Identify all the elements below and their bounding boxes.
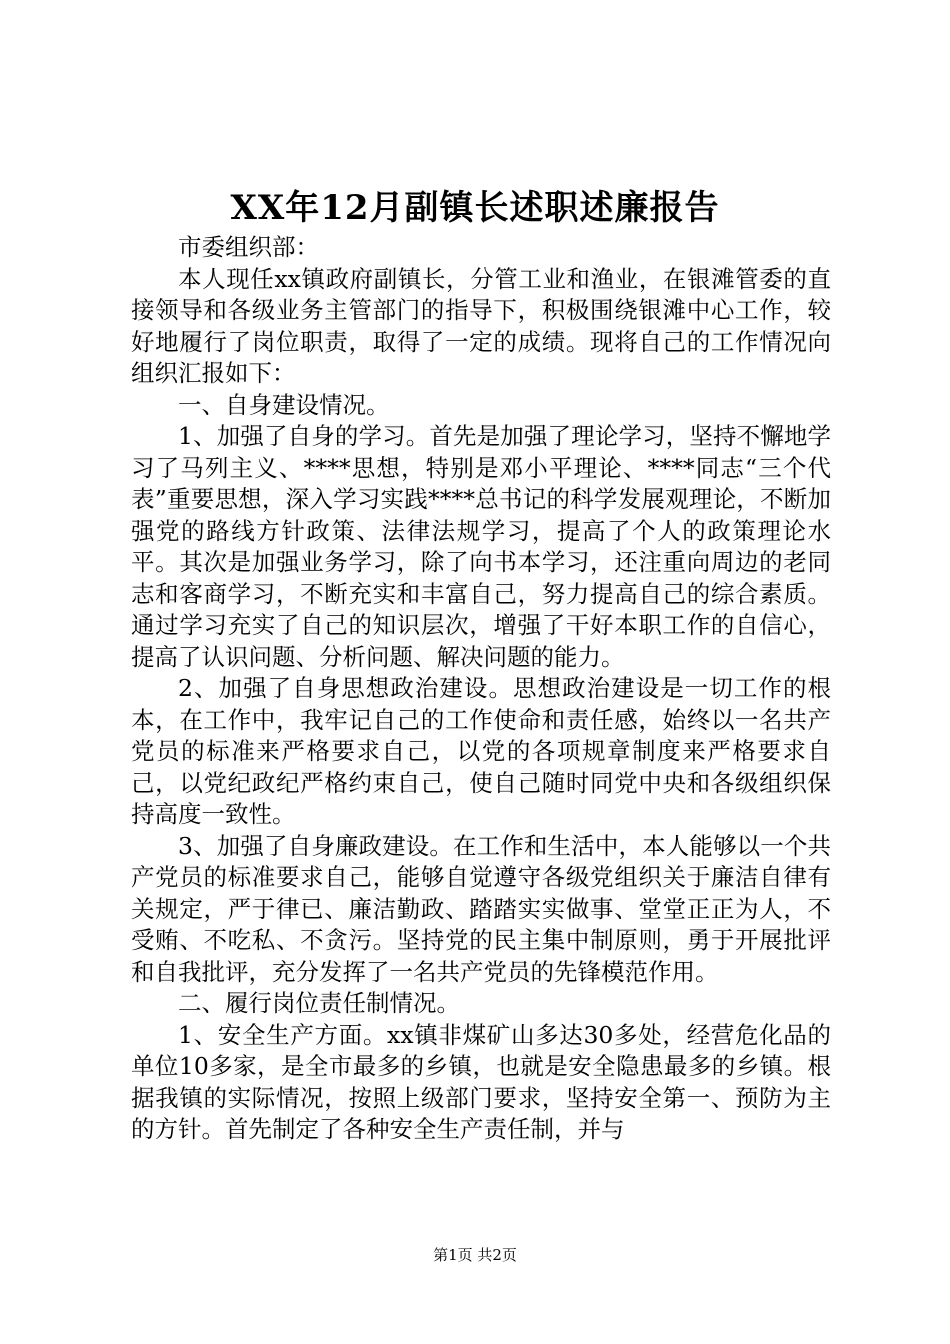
document-title: XX年12月副镇长述职述廉报告: [230, 188, 720, 228]
paragraph-addressee: 市委组织部：: [178, 233, 319, 261]
section-heading-self-construction: 一、自身建设情况。: [178, 390, 390, 419]
section-heading-responsibility: 二、履行岗位责任制情况。: [178, 989, 460, 1017]
paragraph-political: 2、加强了自身思想政治建设。思想政治建设是一切工作的根本，在工作中，我牢记自己的工作使命和责任感，始终以一名共产党员的标准来严格要求自己，以党的各项规章制度来严格要求自己，以党纪政纪严格约束自己，使自己随时同党中央和各级组织保持高度一致性。: [131, 674, 831, 828]
paragraph-intro: 本人现任xx镇政府副镇长，分管工业和渔业，在银滩管委的直接领导和各级业务主管部门的指导下，积极围绕银滩中心工作，较好地履行了岗位职责，取得了一定的成绩。现将自己的工作情况向组织汇报如下：: [131, 264, 831, 387]
page-footer: 第1页 共2页: [433, 1246, 517, 1264]
document-body: [131, 232, 831, 1146]
paragraph-integrity: 3、加强了自身廉政建设。在工作和生活中，本人能够以一个共产党员的标准要求自己，能够自觉遵守各级党组织关于廉洁自律有关规定，严于律已、廉洁勤政、踏踏实实做事、堂堂正正为人，不受贿、不吃私、不贪污。坚持党的民主集中制原则，勇于开展批评和自我批评，充分发挥了一名共产党员的先锋模范作用。: [131, 831, 831, 986]
paragraph-study: 1、加强了自身的学习。首先是加强了理论学习，坚持不懈地学习了马列主义、****思想，特别是邓小平理论、****同志“三个代表”重要思想，深入学习实践****总书记的科学发展观理论，不断加强党的路线方针政策、法律法规学习，提高了个人的政策理论水平。其次是加强业务学习，除了向书本学习，还注重向周边的老同志和客商学习，不断充实和丰富自己，努力提高自己的综合素质。通过学习充实了自己的知识层次，增强了干好本职工作的自信心，提高了认识问题、分析问题、解决问题的能力。: [131, 422, 831, 671]
paragraph-safety: 1、安全生产方面。xx镇非煤矿山多达30多处，经营危化品的单位10多家，是全市最多的乡镇，也就是安全隐患最多的乡镇。根据我镇的实际情况，按照上级部门要求，坚持安全第一、预防为主的方针。首先制定了各种安全生产责任制，并与: [131, 1020, 831, 1143]
